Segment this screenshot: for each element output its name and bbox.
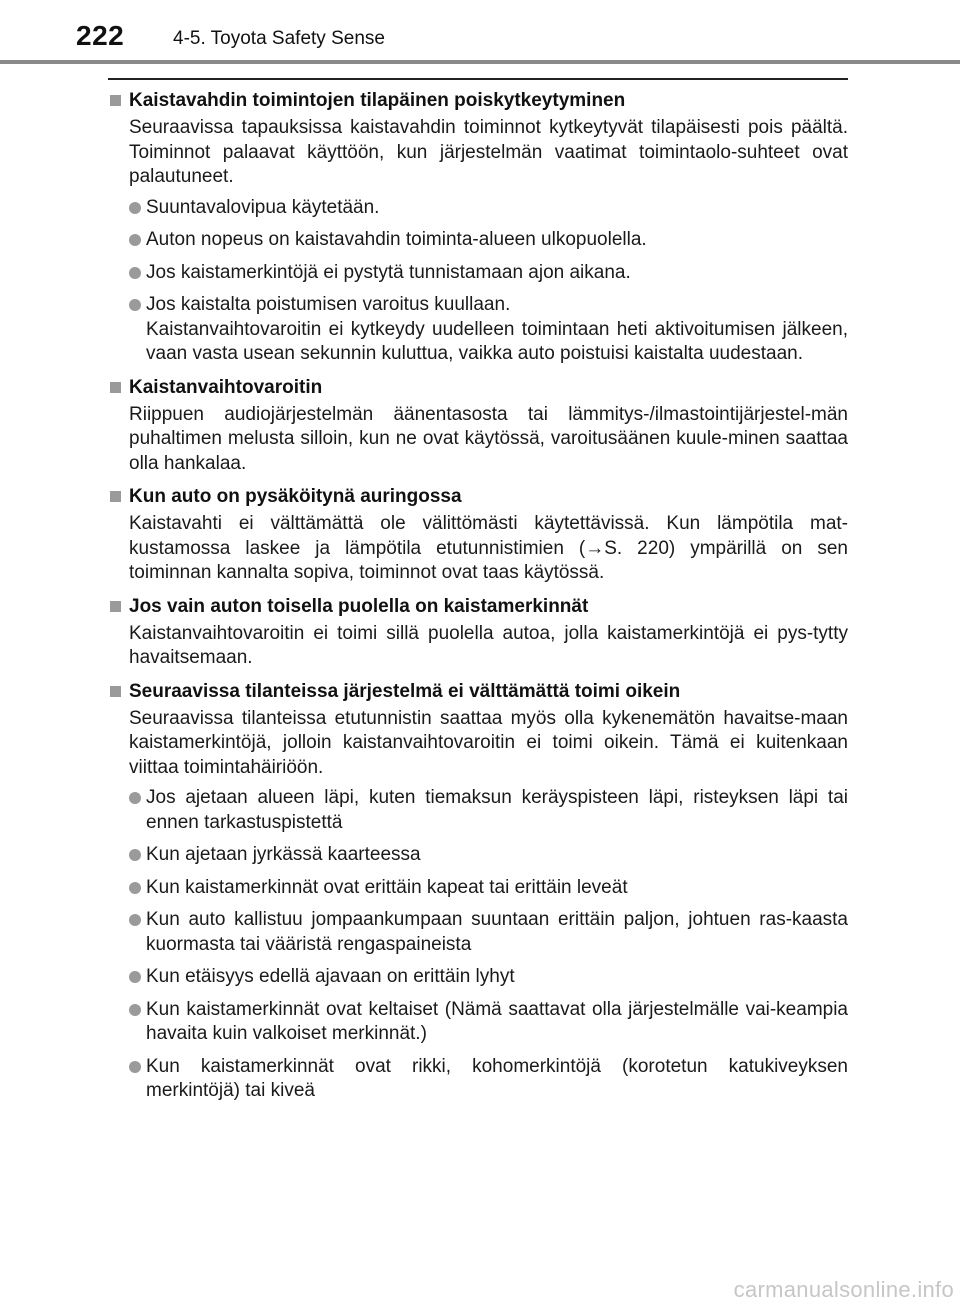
round-bullet-icon (129, 882, 141, 894)
list-item (129, 965, 848, 990)
list-item-body (146, 998, 848, 1047)
list-item-text: Kun etäisyys edellä ajavaan on erittäin lyhyt (146, 966, 515, 987)
round-bullet-icon (129, 234, 141, 246)
list-item (129, 228, 848, 253)
section-heading (108, 88, 848, 114)
bullet-list (108, 196, 848, 367)
round-bullet-icon (129, 299, 141, 311)
list-item-text: Kun kaistamerkinnät ovat erittäin kapeat tai erittäin leveät (146, 876, 628, 898)
list-item (129, 293, 848, 367)
list-item-text: Jos kaistalta poistumisen varoitus kuullaan. (146, 294, 511, 315)
section-heading-text: Kaistanvaihtovaroitin (129, 376, 323, 398)
list-item-text: Suuntavalovipua käytetään. (146, 196, 380, 218)
section-heading (108, 679, 848, 705)
list-item-body (146, 261, 848, 286)
list-item-body (146, 786, 848, 835)
document-body (108, 88, 848, 1112)
section (108, 679, 848, 1104)
list-item-text: Kun ajetaan jyrkässä kaarteessa (146, 844, 421, 865)
page-header (0, 0, 960, 78)
list-item (129, 876, 848, 901)
list-item-body (146, 843, 848, 868)
page-number: 222 (76, 20, 125, 51)
list-item (129, 998, 848, 1047)
round-bullet-icon (129, 914, 141, 926)
square-bullet-icon (110, 686, 121, 697)
section-heading-text: Kaistavahdin toimintojen tilapäinen poiskytkeytyminen (129, 90, 626, 111)
section-heading-text: Kun auto on pysäköitynä auringossa (129, 486, 462, 507)
bullet-list (108, 786, 848, 1104)
list-item (129, 261, 848, 286)
list-item-subtext: Kaistanvaihtovaroitin ei kytkeydy uudelleen toimintaan heti aktivoitumisen jälkeen, vaan vasta usean sekunnin kuluttua, vaikka auto poistuisi kaistalta uudestaan. (146, 318, 848, 364)
section-heading-text: Seuraavissa tilanteissa järjestelmä ei välttämättä toimi oikein (129, 680, 681, 702)
square-bullet-icon (110, 95, 121, 106)
section-paragraph: Riippuen audiojärjestelmän äänentasosta tai lämmitys-/ilmastointijärjestel-män puhaltimen melusta silloin, kun ne ovat käytössä, varoitusäänen kuule-minen saattaa olla hankalaa. (129, 403, 848, 474)
round-bullet-icon (129, 792, 141, 804)
round-bullet-icon (129, 971, 141, 983)
list-item-text: Kun kaistamerkinnät ovat rikki, kohomerkintöjä (korotetun katukiveyksen merkintöjä) tai kiveä (146, 1055, 848, 1101)
section-paragraph: Kaistanvaihtovaroitin ei toimi sillä puolella autoa, jolla kaistamerkintöjä ei pys-tytty havaitsemaan. (129, 622, 848, 668)
list-item-text: Auton nopeus on kaistavahdin toiminta-alueen ulkopuolella. (146, 229, 647, 250)
list-item-text: Kun auto kallistuu jompaankumpaan suuntaan erittäin paljon, johtuen ras-kaasta kuormasta tai vääristä rengaspaineista (146, 909, 848, 955)
list-item (129, 786, 848, 835)
list-item-body (146, 1055, 848, 1104)
section-heading (108, 375, 848, 401)
list-item-body (146, 293, 848, 367)
square-bullet-icon (110, 491, 121, 502)
section-paragraph: Kaistavahti ei välttämättä ole välittömästi käytettävissä. Kun lämpötila mat-kustamossa laskee ja lämpötila etutunnistimien (→S. 220) ympärillä on sen toiminnan kannalta sopiva, toiminnot ovat taas käytössä. (129, 513, 848, 583)
round-bullet-icon (129, 1004, 141, 1016)
section-title: 4-5. Toyota Safety Sense (173, 28, 385, 49)
list-item (129, 1055, 848, 1104)
section (108, 88, 848, 367)
header-divider (0, 60, 960, 64)
list-item (129, 843, 848, 868)
square-bullet-icon (110, 601, 121, 612)
list-item-text: Jos ajetaan alueen läpi, kuten tiemaksun keräyspisteen läpi, risteyksen läpi tai ennen tarkastuspistettä (146, 787, 848, 833)
list-item-text: Jos kaistamerkintöjä ei pystytä tunnistamaan ajon aikana. (146, 261, 631, 283)
round-bullet-icon (129, 849, 141, 861)
section-paragraph: Seuraavissa tapauksissa kaistavahdin toiminnot kytkeytyvät tilapäisesti pois päältä. Toiminnot palaavat käyttöön, kun järjestelmän vaatimat toimintaolo-suhteet ovat palautuneet. (129, 117, 848, 187)
list-item-body (146, 196, 848, 221)
list-item-body (146, 876, 848, 901)
section (108, 484, 848, 586)
watermark: carmanualsonline.info (733, 1277, 954, 1302)
list-item-body (146, 228, 848, 253)
list-item (129, 196, 848, 221)
content-divider (108, 78, 848, 80)
section (108, 594, 848, 671)
round-bullet-icon (129, 1061, 141, 1073)
section-heading (108, 594, 848, 620)
round-bullet-icon (129, 267, 141, 279)
section-heading (108, 484, 848, 510)
section-paragraph: Seuraavissa tilanteissa etutunnistin saattaa myös olla kykenemätön havaitse-maan kaistamerkintöjä, jolloin kaistanvaihtovaroitin ei toimi oikein. Tämä ei kuitenkaan viittaa toimintahäiriöön. (129, 707, 848, 778)
list-item-body (146, 965, 848, 990)
section (108, 375, 848, 477)
square-bullet-icon (110, 382, 121, 393)
list-item-text: Kun kaistamerkinnät ovat keltaiset (Nämä saattavat olla järjestelmälle vai-keampia havaita kuin valkoiset merkinnät.) (146, 998, 848, 1044)
list-item (129, 908, 848, 957)
round-bullet-icon (129, 202, 141, 214)
section-heading-text: Jos vain auton toisella puolella on kaistamerkinnät (129, 595, 589, 617)
list-item-body (146, 908, 848, 957)
